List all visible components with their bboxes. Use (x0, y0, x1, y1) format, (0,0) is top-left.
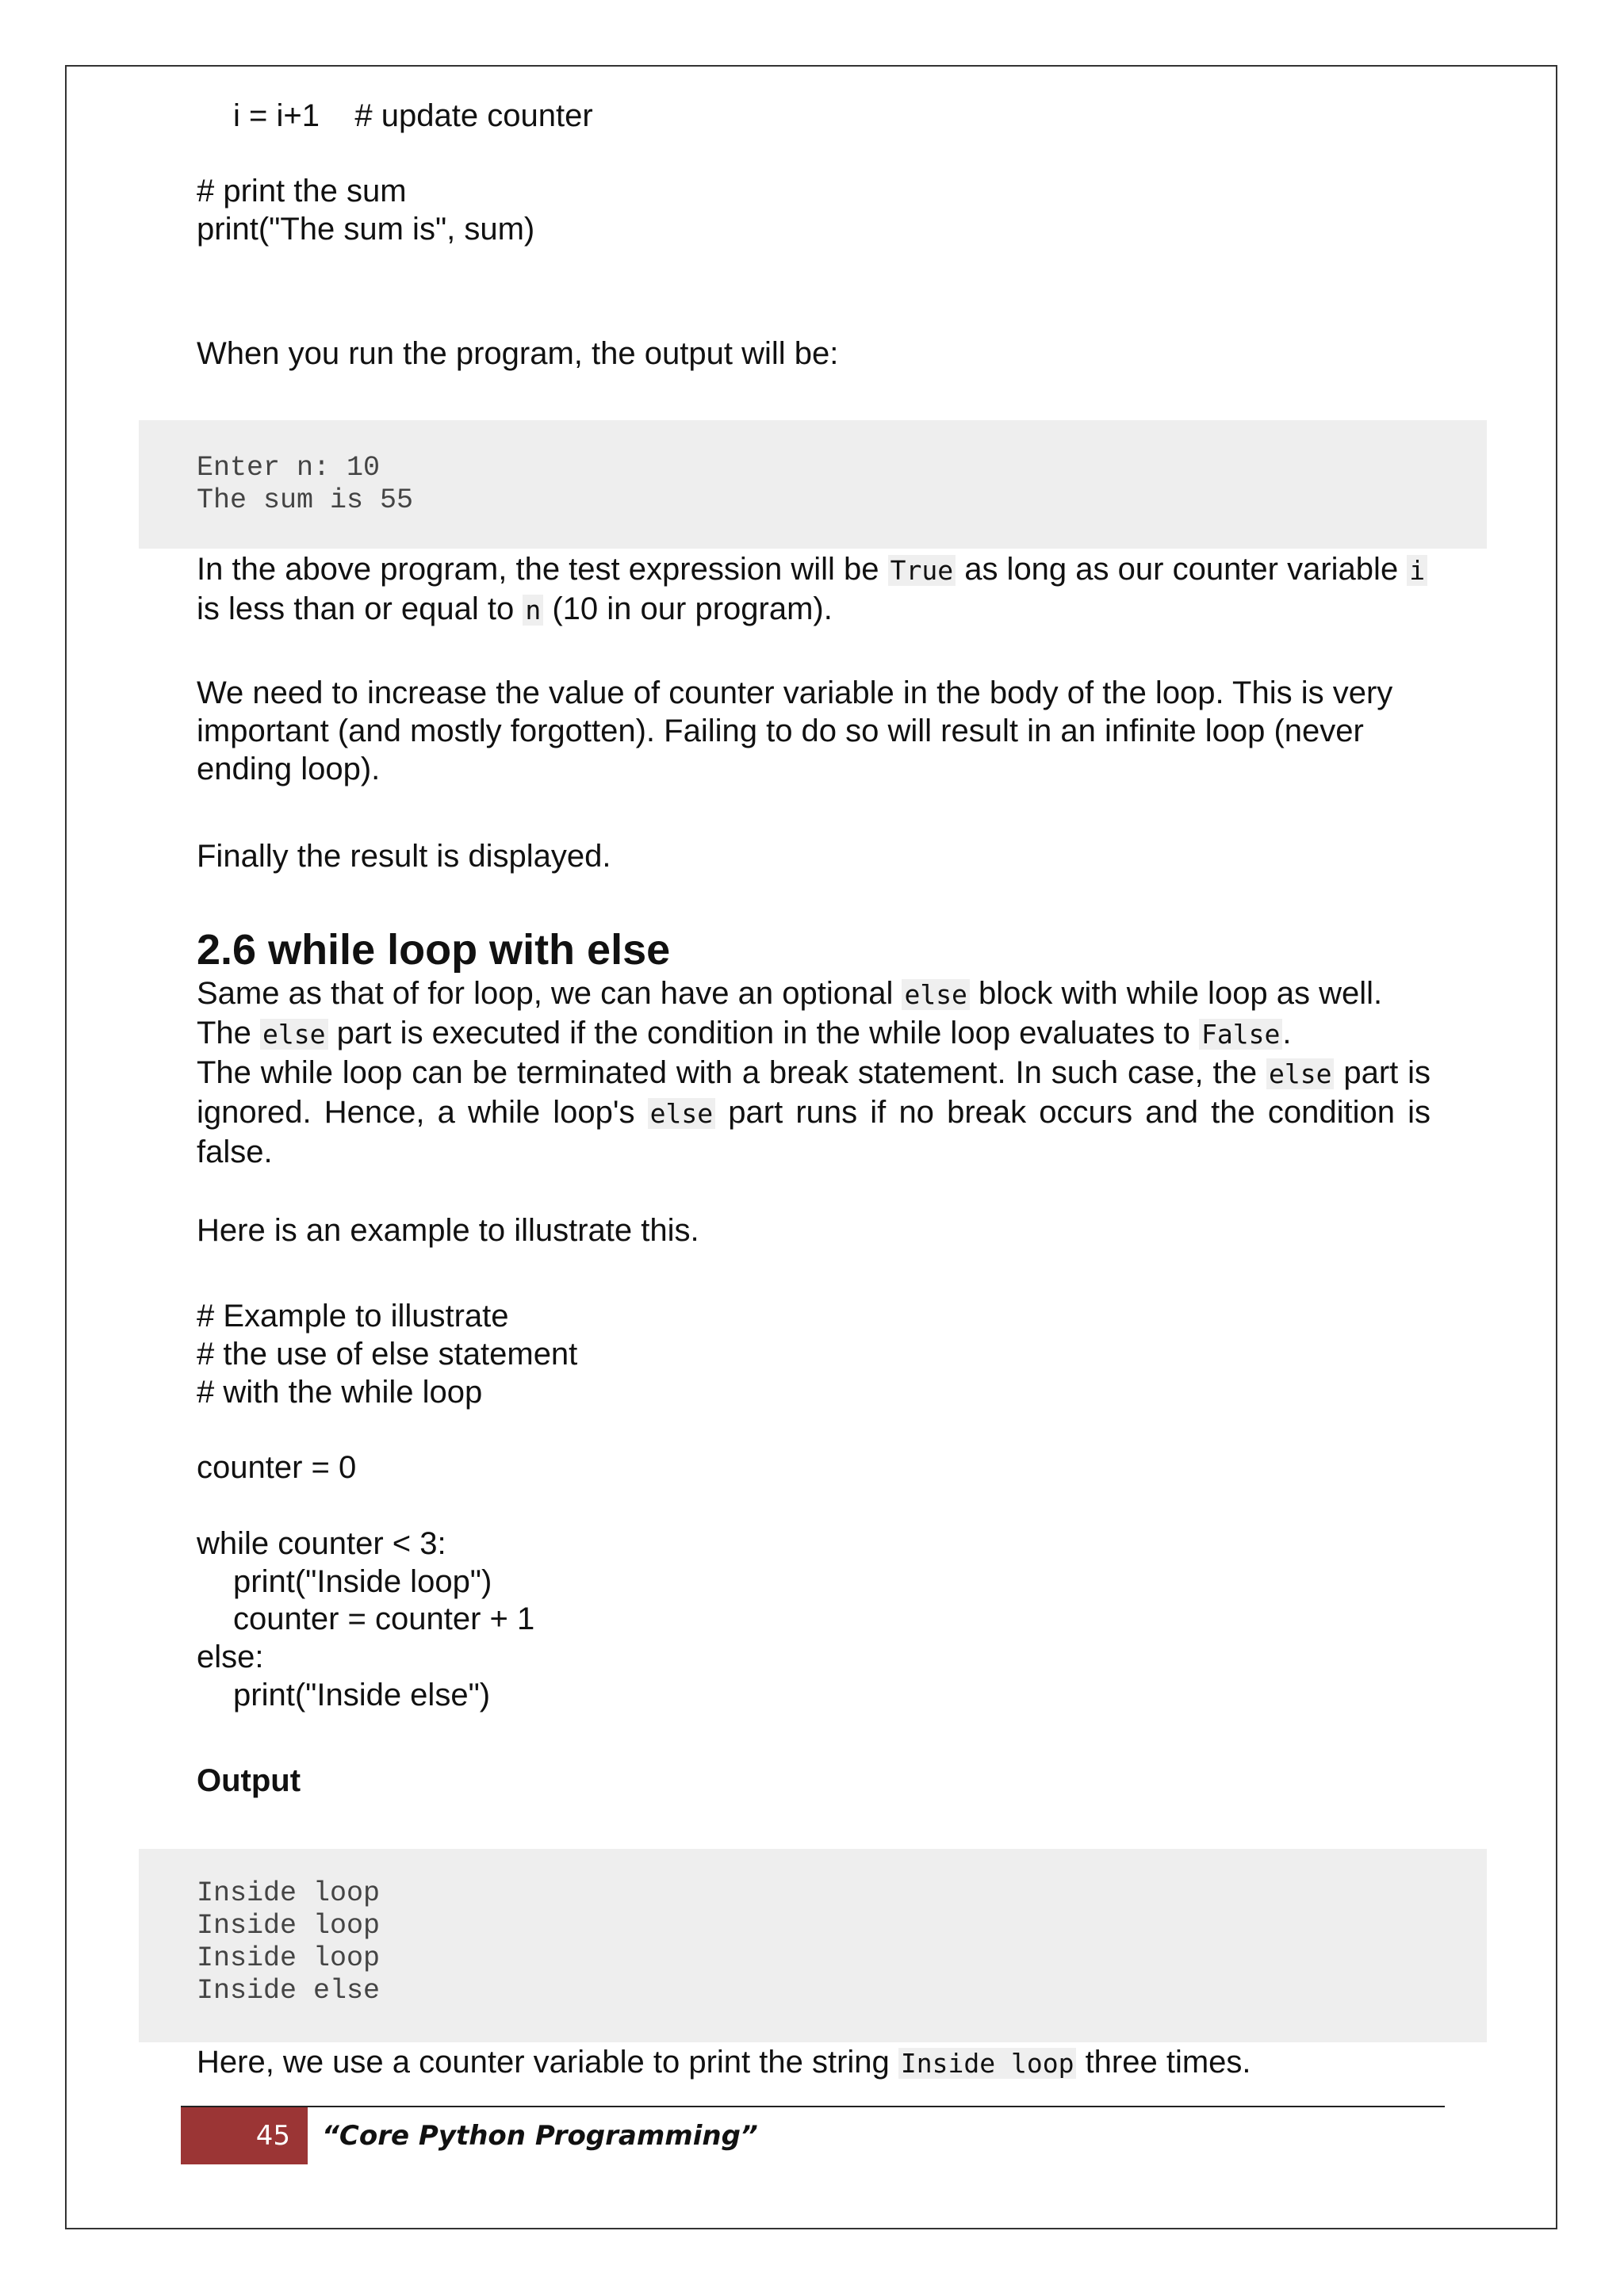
example-intro-paragraph: Here is an example to illustrate this. (197, 1213, 699, 1248)
code-line: print("Inside loop") (233, 1564, 492, 1599)
code-line: counter = counter + 1 (233, 1601, 535, 1636)
final-paragraph (197, 2043, 1450, 2083)
output-line: Inside else (197, 1975, 381, 2007)
code-line: else: (197, 1640, 264, 1674)
text-span: In the above program, the test expression will be (197, 552, 888, 587)
text-span: Same as that of for loop, we can have an optional (197, 976, 902, 1011)
inline-code-i: i (1407, 555, 1427, 586)
while-else-paragraph (197, 974, 1431, 1171)
code-line: # Example to illustrate (197, 1299, 509, 1334)
code-line-update-counter: i = i+1 # update counter (233, 98, 593, 133)
result-paragraph: Finally the result is displayed. (197, 839, 611, 874)
inline-code-true: True (888, 555, 956, 586)
code-line: counter = 0 (197, 1450, 357, 1485)
text-span: three times. (1076, 2045, 1251, 2080)
code-line-comment-print-sum: # print the sum (197, 174, 407, 209)
output-box-sum (139, 420, 1487, 549)
output-line: Enter n: 10 (197, 452, 381, 484)
text-span: part is ignored. Hence, a while loop's (197, 1055, 1431, 1130)
code-line-print-sum: print("The sum is", sum) (197, 212, 535, 247)
text-span: is less than or equal to (197, 591, 523, 626)
inline-code-false: False (1199, 1019, 1282, 1050)
output-box-loop (139, 1849, 1487, 2042)
inline-code-n: n (523, 595, 543, 626)
output-line: Inside loop (197, 1942, 381, 1974)
run-intro-paragraph: When you run the program, the output will be: (197, 336, 839, 371)
text-span: part is executed if the condition in the while loop evaluates to (327, 1016, 1199, 1050)
book-title: “Core Python Programming” (322, 2120, 758, 2152)
output-line: Inside loop (197, 1877, 381, 1909)
output-label: Output (197, 1763, 301, 1798)
text-span: block with while loop as well. (969, 976, 1383, 1011)
inline-code-else: else (902, 979, 969, 1010)
test-expression-paragraph (197, 550, 1450, 629)
page-number: 45 (181, 2107, 308, 2164)
increase-counter-paragraph: We need to increase the value of counter variable in the body of the loop. This is very important (and mostly forgotten). Failing to do so will result in an infinite loop (never ending loop). (197, 675, 1393, 786)
output-line: The sum is 55 (197, 484, 414, 516)
code-line: # with the while loop (197, 1375, 483, 1410)
code-line: while counter < 3: (197, 1526, 446, 1561)
output-line: Inside loop (197, 1910, 381, 1942)
code-line: print("Inside else") (233, 1678, 491, 1712)
text-span: . (1282, 1016, 1292, 1050)
inline-code-else: else (260, 1019, 327, 1050)
text-span: The (197, 1016, 261, 1050)
inline-code-inside-loop: Inside loop (898, 2048, 1077, 2079)
inline-code-else: else (1266, 1058, 1334, 1089)
text-span: part runs if no break occurs and the condition is false. (197, 1095, 1431, 1169)
inline-code-else: else (648, 1098, 715, 1129)
text-span: The while loop can be terminated with a break statement. In such case, the (197, 1055, 1266, 1090)
text-span: Here, we use a counter variable to print the string (197, 2045, 898, 2080)
code-line: # the use of else statement (197, 1337, 578, 1372)
text-span: (10 in our program). (543, 591, 833, 626)
text-span: as long as our counter variable (956, 552, 1408, 587)
section-heading: 2.6 while loop with else (197, 926, 671, 974)
